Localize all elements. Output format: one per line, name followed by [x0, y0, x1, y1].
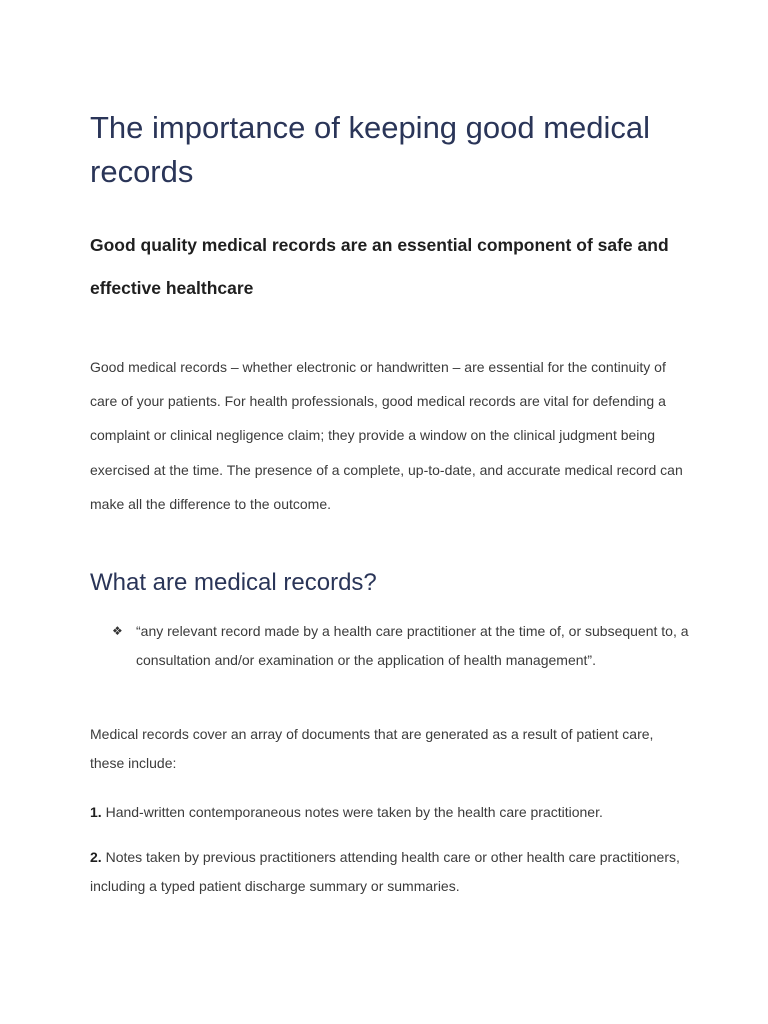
- intro-paragraph: Good medical records – whether electronic or handwritten – are essential for the continuity of care of your patients. For health professionals, good medical records are vital for defending a complaint or clinical negligence claim; they provide a window on the clinical judgment being exercised at the time. The presence of a complete, up-to-date, and accurate medical record can make all the difference to the outcome.: [90, 359, 683, 512]
- item-number: 2.: [90, 849, 102, 865]
- item-number: 1.: [90, 804, 102, 820]
- definition-list: [90, 617, 690, 675]
- numbered-item-2: [90, 843, 690, 901]
- definition-quote: [90, 617, 690, 675]
- diamond-bullet-icon: ❖: [112, 624, 123, 638]
- array-paragraph: Medical records cover an array of documents that are generated as a result of patient care, these include:: [90, 726, 654, 771]
- item-text: Hand-written contemporaneous notes were taken by the health care practitioner.: [101, 804, 603, 820]
- section-heading: What are medical records?: [90, 569, 377, 596]
- definition-quote-text: “any relevant record made by a health care practitioner at the time of, or subsequent to, a consultation and/or examination or the application of health management”.: [136, 623, 689, 668]
- item-text: Notes taken by previous practitioners attending health care or other health care practitioners, including a typed patient discharge summary or summaries.: [90, 849, 680, 894]
- document-subtitle: Good quality medical records are an essential component of safe and effective healthcare: [90, 235, 669, 298]
- document-title: The importance of keeping good medical records: [90, 110, 651, 189]
- numbered-item-1: [90, 798, 690, 827]
